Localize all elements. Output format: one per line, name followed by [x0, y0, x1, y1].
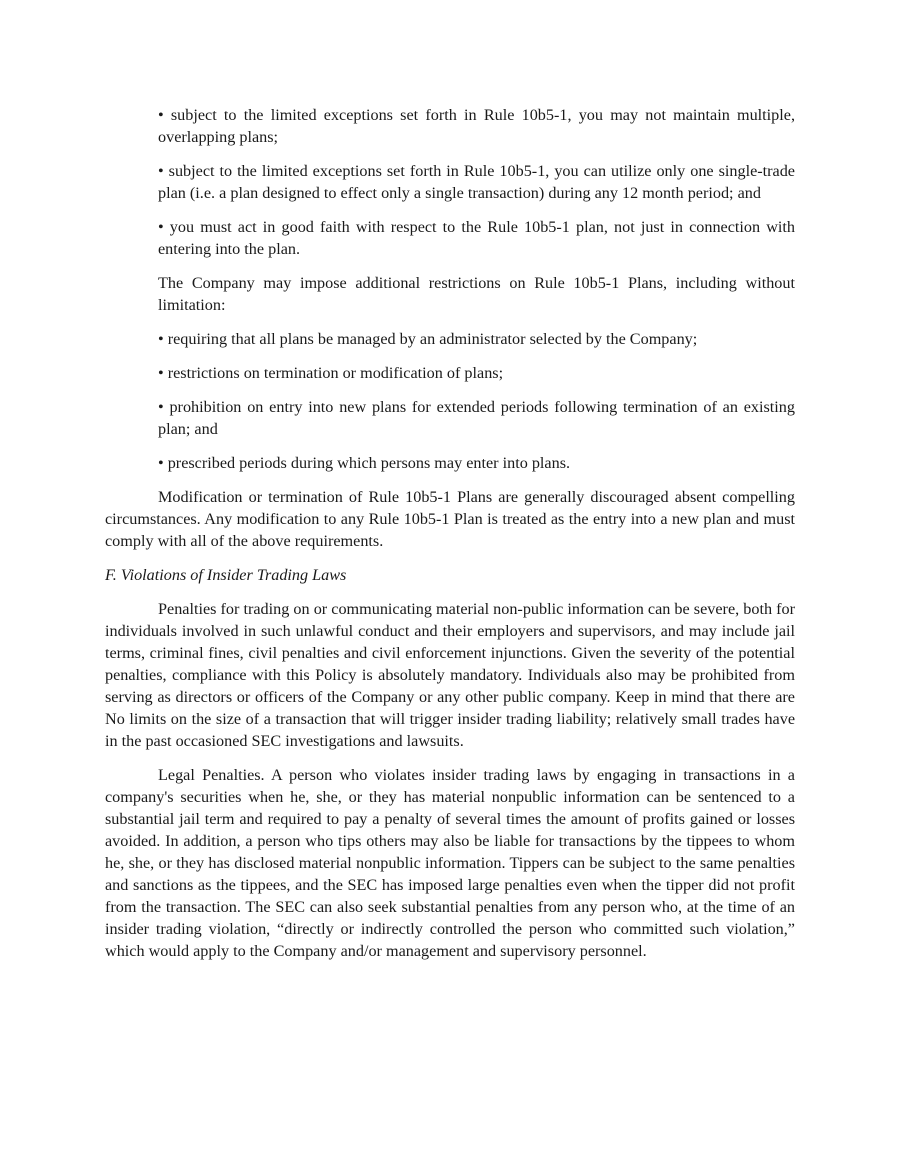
legal-penalties-paragraph: Legal Penalties. A person who violates insider trading laws by engaging in transactions in a company's securities when he, she, or they has material nonpublic information can be sentenced to a substantial jail term and required to pay a penalty of several times the amount of profits gained or losses avoided. In addition, a person who tips others may also be liable for transactions by the tippees to whom he, she, or they has disclosed material nonpublic information. Tippers can be subject to the same penalties and sanctions as the tippees, and the SEC has imposed large penalties even when the tipper did not profit from the transaction. The SEC can also seek substantial penalties from any person who, at the time of an insider trading violation, “directly or indirectly controlled the person who committed such violation,” which would apply to the Company and/or management and supervisory personnel. [105, 766, 795, 960]
section-heading: F. Violations of Insider Trading Laws [105, 566, 347, 584]
bullet-item: • prescribed periods during which persons may enter into plans. [158, 454, 571, 472]
penalties-paragraph: Penalties for trading on or communicating material non-public information can be severe, both for individuals involved in such unlawful conduct and their employers and supervisors, and may include jail terms, criminal fines, civil penalties and civil enforcement injunctions. Given the severity of the potential penalties, compliance with this Policy is absolutely mandatory. Individuals also may be prohibited from serving as directors or officers of the Company or any other public company. Keep in mind that there are No limits on the size of a transaction that will trigger insider trading liability; relatively small trades have in the past occasioned SEC investigations and lawsuits. [105, 600, 795, 750]
restrictions-intro: The Company may impose additional restrictions on Rule 10b5-1 Plans, including without limitation: [158, 274, 795, 314]
bullet-item: • requiring that all plans be managed by an administrator selected by the Company; [158, 330, 698, 348]
bullet-item: • restrictions on termination or modification of plans; [158, 364, 504, 382]
bullet-item: • prohibition on entry into new plans for extended periods following termination of an existing plan; and [158, 398, 795, 438]
document-page [105, 104, 795, 974]
bullet-item: • subject to the limited exceptions set forth in Rule 10b5-1, you can utilize only one single-trade plan (i.e. a plan designed to effect only a single transaction) during any 12 month period; and [158, 162, 795, 202]
modification-paragraph: Modification or termination of Rule 10b5-1 Plans are generally discouraged absent compelling circumstances. Any modification to any Rule 10b5-1 Plan is treated as the entry into a new plan and must comply with all of the above requirements. [105, 488, 795, 550]
bullet-item: • you must act in good faith with respect to the Rule 10b5-1 plan, not just in connection with entering into the plan. [158, 218, 795, 258]
bullet-item: • subject to the limited exceptions set forth in Rule 10b5-1, you may not maintain multiple, overlapping plans; [158, 106, 795, 146]
